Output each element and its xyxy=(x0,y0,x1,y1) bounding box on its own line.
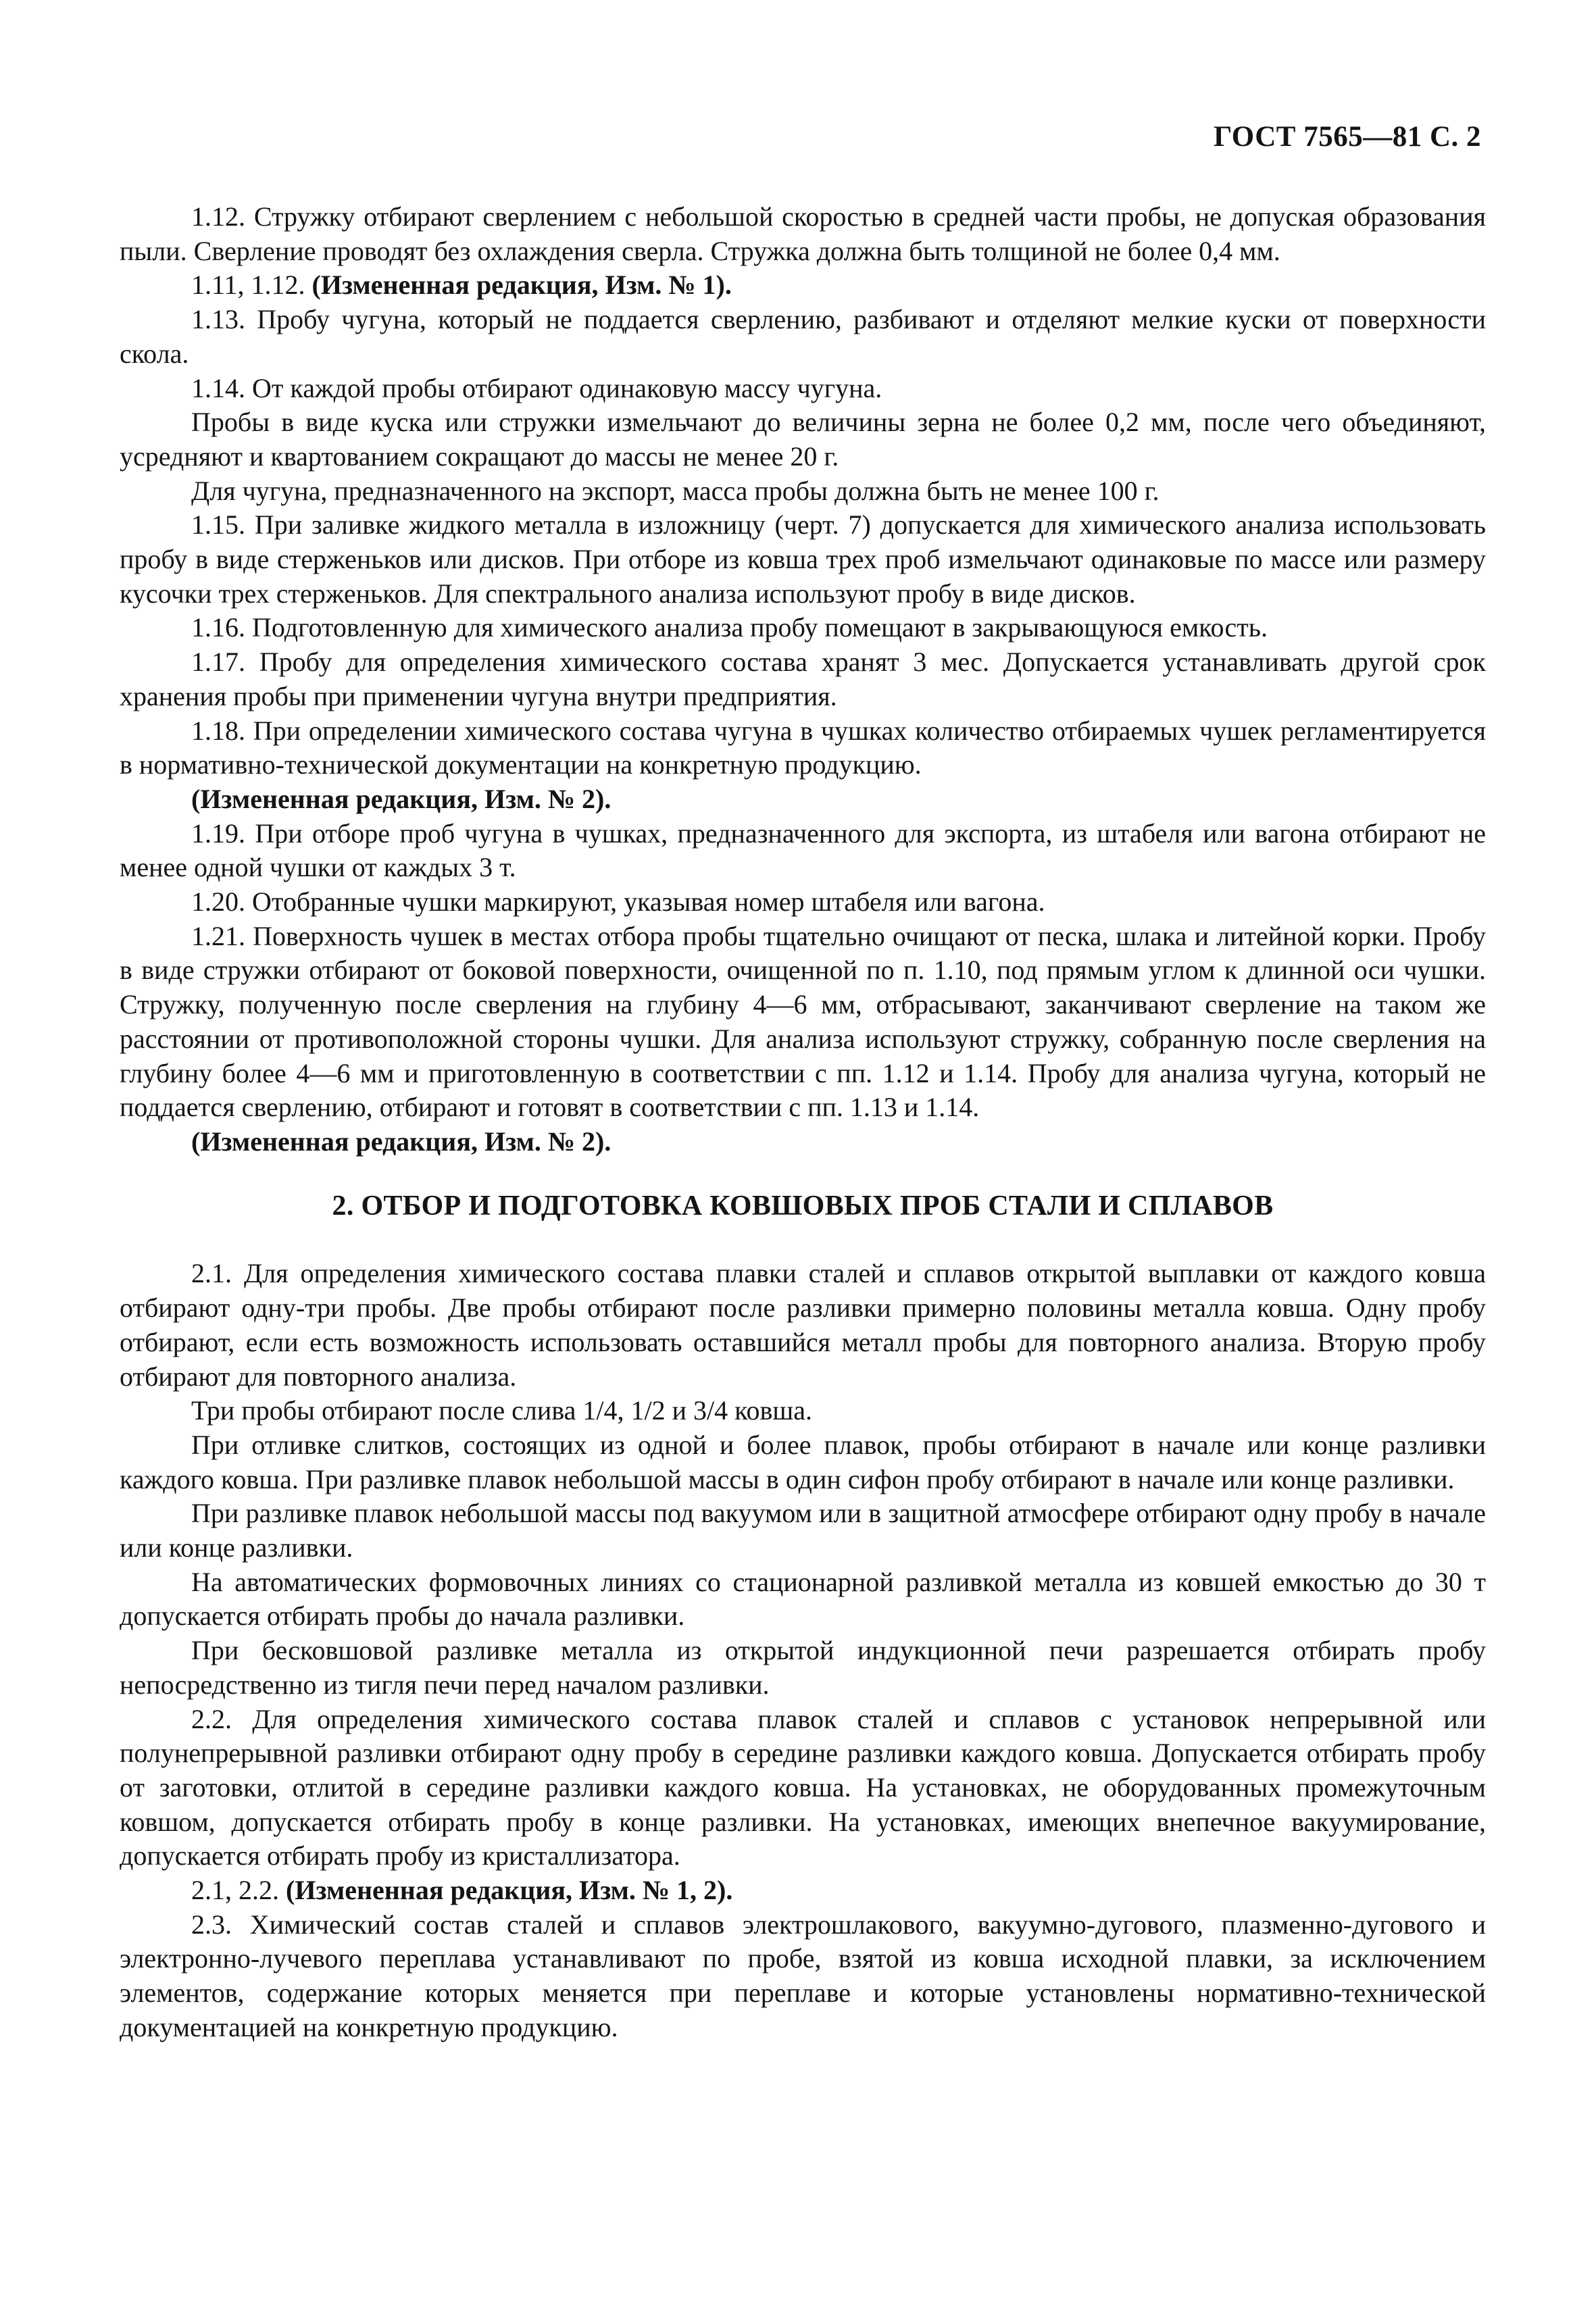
amendment-note xyxy=(120,782,1486,817)
clause-paragraph: 1.17. Пробу для определения химического состава хранят 3 мес. Допускается устанавливать другой срок хранения пробы при применении чугуна внутри предприятия. xyxy=(120,647,1486,711)
clause-paragraph: 1.20. Отобранные чушки маркируют, указывая номер штабеля или вагона. xyxy=(191,886,1045,917)
amendment-label: (Измененная редакция, Изм. № 1). xyxy=(311,270,732,301)
amendment-label: (Измененная редакция, Изм. № 2). xyxy=(191,1126,612,1157)
clause-paragraph: 2.3. Химический состав сталей и сплавов электрошлакового, вакуумно-дугового, плазменно-дугового и электронно-лучевого переплава устанавливают по пробе, взятой из ковша исходной плавки, за исключением элементов, содержание которых меняется при переплаве и которые установлены нормативно-технической документацией на конкретную продукцию. xyxy=(120,1909,1486,2042)
clause-paragraph: 1.16. Подготовленную для химического анализа пробу помещают в закрывающуюся емкость. xyxy=(191,612,1268,643)
amendment-clause-ref: 1.11, 1.12. xyxy=(191,270,312,301)
clause-paragraph: На автоматических формовочных линиях со стационарной разливкой металла из ковшей емкостью до 30 т допускается отбирать пробы до начала разливки. xyxy=(120,1566,1486,1632)
clause-paragraph: Три пробы отбирают после слива 1/4, 1/2 и 3/4 ковша. xyxy=(191,1395,812,1426)
clause-paragraph: 1.12. Стружку отбирают сверлением с небольшой скоростью в средней части пробы, не допуская образования пыли. Сверление проводят без охлаждения сверла. Стружка должна быть толщиной не более 0,4 мм. xyxy=(120,201,1486,266)
amendment-note xyxy=(120,1125,1486,1159)
clause-paragraph: При разливке плавок небольшой массы под вакуумом или в защитной атмосфере отбирают одну пробу в начале или конце разливки. xyxy=(120,1498,1486,1563)
section-2-body xyxy=(120,1257,1486,2044)
clause-paragraph: 1.15. При заливке жидкого металла в изложницу (черт. 7) допускается для химического анализа использовать пробу в виде стерженьков или дисков. При отборе из ковша трех проб измельчают одинаковые по массе или размеру кусочки трех стерженьков. Для спектрального анализа используют пробу в виде дисков. xyxy=(120,509,1486,609)
clause-paragraph: Пробы в виде куска или стружки измельчают до величины зерна не более 0,2 мм, после чего объединяют, усредняют и квартованием сокращают до массы не менее 20 г. xyxy=(120,407,1486,472)
page-header: ГОСТ 7565—81 С. 2 xyxy=(1213,121,1481,153)
clause-paragraph: При бесковшовой разливке металла из открытой индукционной печи разрешается отбирать пробу непосредственно из тигля печи перед началом разливки. xyxy=(120,1635,1486,1700)
amendment-label: (Измененная редакция, Изм. № 1, 2). xyxy=(286,1875,733,1906)
section-2-title: 2. ОТБОР И ПОДГОТОВКА КОВШОВЫХ ПРОБ СТАЛИ И СПЛАВОВ xyxy=(332,1190,1274,1222)
amendment-note xyxy=(120,1873,1486,1908)
clause-paragraph: Для чугуна, предназначенного на экспорт, масса пробы должна быть не менее 100 г. xyxy=(191,475,1159,506)
clause-paragraph: 1.18. При определении химического состава чугуна в чушках количество отбираемых чушек регламентируется в нормативно-технической документации на конкретную продукцию. xyxy=(120,715,1486,780)
clause-paragraph: При отливке слитков, состоящих из одной и более плавок, пробы отбирают в начале или конце разливки каждого ковша. При разливке плавок небольшой массы в один сифон пробу отбирают в начале или конце разливки. xyxy=(120,1429,1486,1494)
amendment-note xyxy=(120,268,1486,303)
clause-paragraph: 1.19. При отборе проб чугуна в чушках, предназначенного для экспорта, из штабеля или вагона отбирают не менее одной чушки от каждых 3 т. xyxy=(120,818,1486,883)
clause-paragraph: 1.14. От каждой пробы отбирают одинаковую массу чугуна. xyxy=(191,372,882,403)
clause-paragraph: 1.21. Поверхность чушек в местах отбора пробы тщательно очищают от песка, шлака и литейной корки. Пробу в виде стружки отбирают от боковой поверхности, очищенной по п. 1.10, под прямым углом к длинной оси чушки. Стружку, полученную после сверления на глубину 4—6 мм, отбрасывают, заканчивают сверление на таком же расстоянии от противоположной стороны чушки. Для анализа используют стружку, собранную после сверления на глубину более 4—6 мм и приготовленную в соответствии с пп. 1.12 и 1.14. Пробу для анализа чугуна, который не поддается сверлению, отбирают и готовят в соответствии с пп. 1.13 и 1.14. xyxy=(120,920,1486,1123)
amendment-clause-ref: 2.1, 2.2. xyxy=(191,1875,286,1906)
amendment-label: (Измененная редакция, Изм. № 2). xyxy=(191,783,612,814)
clause-paragraph: 1.13. Пробу чугуна, который не поддается сверлению, разбивают и отделяют мелкие куски от поверхности скола. xyxy=(120,304,1486,369)
clause-paragraph: 2.1. Для определения химического состава плавки сталей и сплавов открытой выплавки от каждого ковша отбирают одну-три пробы. Две пробы отбирают после разливки примерно половины металла ковша. Одну пробу отбирают, если есть возможность использовать оставшийся металл пробы для повторного анализа. Вторую пробу отбирают для повторного анализа. xyxy=(120,1258,1486,1392)
section-1-continuation xyxy=(120,200,1486,1159)
document-body xyxy=(120,200,1486,2045)
clause-paragraph: 2.2. Для определения химического состава плавок сталей и сплавов с установок непрерывной или полунепрерывной разливки отбирают одну пробу в середине разливки каждого ковша. Допускается отбирать пробу от заготовки, отлитой в середине разливки каждого ковша. На установках, не оборудованных промежуточным ковшом, допускается отбирать пробу в конце разливки. На установках, имеющих внепечное вакуумирование, допускается отбирать пробу из кристаллизатора. xyxy=(120,1703,1486,1871)
